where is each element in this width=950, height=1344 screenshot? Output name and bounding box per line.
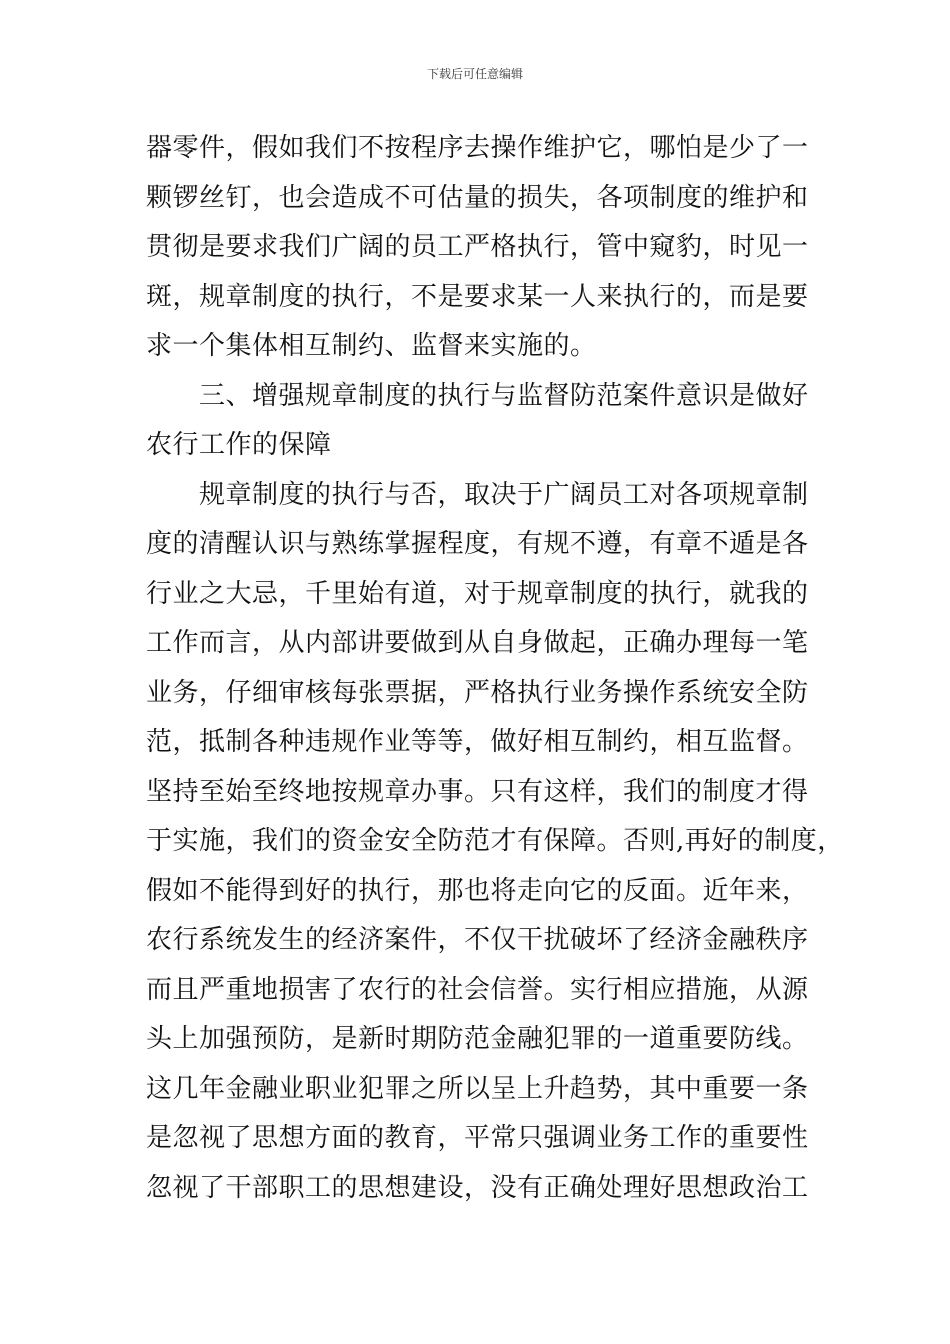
- section-heading-line: 农行工作的保障: [146, 430, 332, 460]
- text-line: 坚持至始至终地按规章办事。只有这样，我们的制度才得: [146, 776, 809, 807]
- text-line: 规章制度的执行与否，取决于广阔员工对各项规章制: [146, 479, 809, 510]
- section-heading-line: 三、增强规章制度的执行与监督防范案件意识是做好: [146, 380, 809, 411]
- text-line: 斑，规章制度的执行，不是要求某一人来执行的，而是要: [146, 281, 809, 312]
- text-line: 器零件，假如我们不按程序去操作维护它，哪怕是少了一: [146, 133, 809, 163]
- text-line: 工作而言，从内部讲要做到从自身做起，正确办理每一笔: [146, 628, 809, 658]
- text-line: 头上加强预防，是新时期防范金融犯罪的一道重要防线。: [146, 1024, 809, 1054]
- text-line: 忽视了干部职工的思想建设，没有正确处理好思想政治工: [146, 1172, 809, 1203]
- text-line: 业务，仔细审核每张票据，严格执行业务操作系统安全防: [146, 677, 809, 708]
- text-line: 范，抵制各种违规作业等等，做好相互制约，相互监督。: [146, 727, 809, 757]
- text-line: 贯彻是要求我们广阔的员工严格执行，管中窥豹，时见一: [146, 232, 809, 262]
- text-line: 假如不能得到好的执行，那也将走向它的反面。近年来，: [146, 875, 809, 906]
- text-line: 度的清醒认识与熟练掌握程度，有规不遵，有章不遁是各: [146, 529, 809, 559]
- text-line: 是忽视了思想方面的教育，平常只强调业务工作的重要性: [146, 1123, 809, 1153]
- text-line: 于实施，我们的资金安全防范才有保障。否则,再好的制度，: [146, 826, 844, 856]
- page-header: 下载后可任意编辑: [426, 67, 523, 81]
- document-body: [146, 124, 844, 1213]
- text-line: 这几年金融业职业犯罪之所以呈上升趋势，其中重要一条: [146, 1073, 809, 1104]
- text-line: 行业之大忌，千里始有道，对于规章制度的执行，就我的: [146, 578, 809, 609]
- text-line: 求一个集体相互制约、监督来实施的。: [146, 331, 597, 361]
- text-line: 农行系统发生的经济案件，不仅干扰破坏了经济金融秩序: [146, 925, 809, 955]
- text-line: 而且严重地损害了农行的社会信誉。实行相应措施，从源: [146, 974, 809, 1005]
- text-line: 颗锣丝钉，也会造成不可估量的损失，各项制度的维护和: [146, 182, 809, 213]
